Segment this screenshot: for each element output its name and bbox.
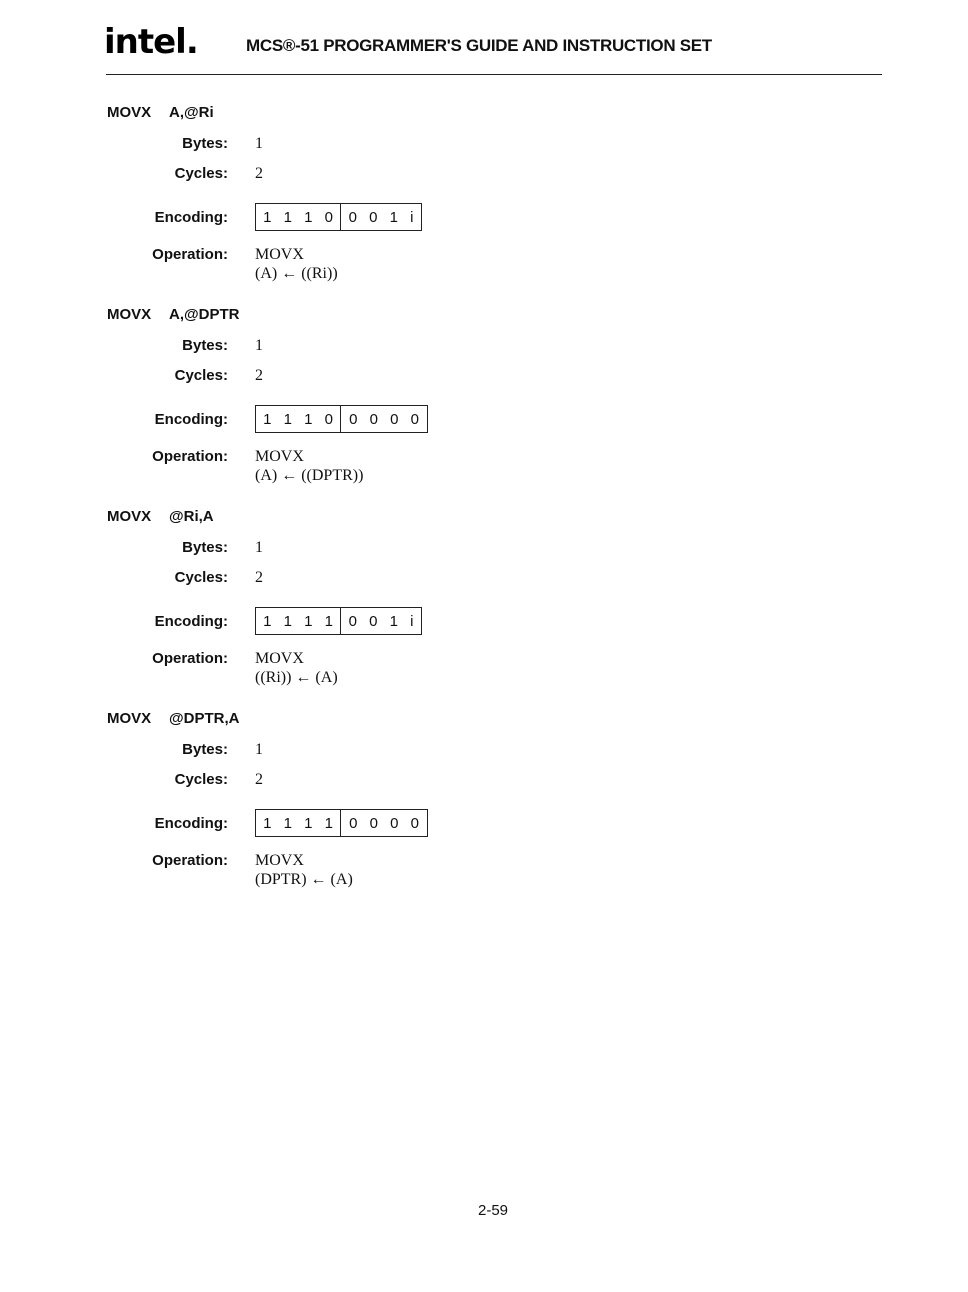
instruction-movx-a-ri: [0, 104, 968, 304]
bytes-value: 1: [255, 135, 263, 152]
encoding-low-nibble: 0 0 1 i: [340, 608, 421, 634]
bytes-label: Bytes:: [182, 539, 228, 556]
intel-logo: intel.: [104, 22, 198, 62]
operation-text: [255, 245, 338, 283]
encoding-high-nibble: 1 1 1 1: [263, 814, 337, 832]
cycles-value: 2: [255, 569, 263, 586]
bytes-value: 1: [255, 741, 263, 758]
page-number: 2-59: [478, 1202, 509, 1219]
operation-line-2: (DPTR) ← (A): [255, 871, 353, 888]
encoding-high-nibble: 1 1 1 0: [263, 410, 337, 428]
instruction-mnemonic: MOVX: [107, 710, 152, 727]
page-header-title: MCS®-51 PROGRAMMER'S GUIDE AND INSTRUCTION SET: [246, 36, 712, 55]
encoding-low-nibble: 0 0 0 0: [340, 810, 427, 836]
instruction-title: [107, 508, 214, 525]
encoding-label: Encoding:: [154, 815, 228, 832]
instruction-operands: @DPTR,A: [169, 710, 240, 727]
instruction-operands: A,@Ri: [169, 104, 214, 121]
instruction-operands: A,@DPTR: [169, 306, 240, 323]
operation-label: Operation:: [152, 852, 228, 869]
instruction-mnemonic: MOVX: [107, 104, 152, 121]
operation-text: [255, 851, 353, 889]
encoding-high-nibble: 1 1 1 0: [263, 208, 337, 226]
encoding-label: Encoding:: [154, 613, 228, 630]
operation-line-1: MOVX: [255, 246, 304, 263]
cycles-label: Cycles:: [174, 569, 228, 586]
instruction-movx-a-dptr: [0, 306, 968, 506]
operation-line-2: (A) ← ((DPTR)): [255, 467, 364, 484]
operation-label: Operation:: [152, 448, 228, 465]
bytes-label: Bytes:: [182, 337, 228, 354]
encoding-low-nibble: 0 0 1 i: [340, 204, 421, 230]
bytes-label: Bytes:: [182, 741, 228, 758]
operation-text: [255, 447, 363, 485]
cycles-label: Cycles:: [174, 771, 228, 788]
instruction-title: [107, 104, 214, 121]
instruction-movx-dptr-a: [0, 710, 968, 910]
encoding-high-nibble: 1 1 1 1: [263, 612, 337, 630]
bytes-label: Bytes:: [182, 135, 228, 152]
operation-line-1: MOVX: [255, 448, 304, 465]
cycles-label: Cycles:: [174, 367, 228, 384]
instruction-title: [107, 306, 239, 323]
operation-text: [255, 649, 338, 687]
encoding-box: [255, 405, 428, 433]
encoding-box: [255, 607, 422, 635]
operation-line-1: MOVX: [255, 650, 304, 667]
encoding-label: Encoding:: [154, 411, 228, 428]
header-divider: [106, 74, 882, 75]
encoding-low-nibble: 0 0 0 0: [340, 406, 427, 432]
cycles-value: 2: [255, 367, 263, 384]
operation-line-2: (A) ← ((Ri)): [255, 265, 338, 282]
instruction-operands: @Ri,A: [169, 508, 214, 525]
instruction-movx-ri-a: [0, 508, 968, 708]
bytes-value: 1: [255, 337, 263, 354]
instruction-mnemonic: MOVX: [107, 306, 152, 323]
encoding-box: [255, 203, 422, 231]
cycles-value: 2: [255, 771, 263, 788]
cycles-label: Cycles:: [174, 165, 228, 182]
encoding-box: [255, 809, 428, 837]
operation-line-2: ((Ri)) ← (A): [255, 669, 338, 686]
cycles-value: 2: [255, 165, 263, 182]
instruction-mnemonic: MOVX: [107, 508, 152, 525]
operation-label: Operation:: [152, 246, 228, 263]
bytes-value: 1: [255, 539, 263, 556]
operation-label: Operation:: [152, 650, 228, 667]
instruction-title: [107, 710, 239, 727]
encoding-label: Encoding:: [154, 209, 228, 226]
operation-line-1: MOVX: [255, 852, 304, 869]
